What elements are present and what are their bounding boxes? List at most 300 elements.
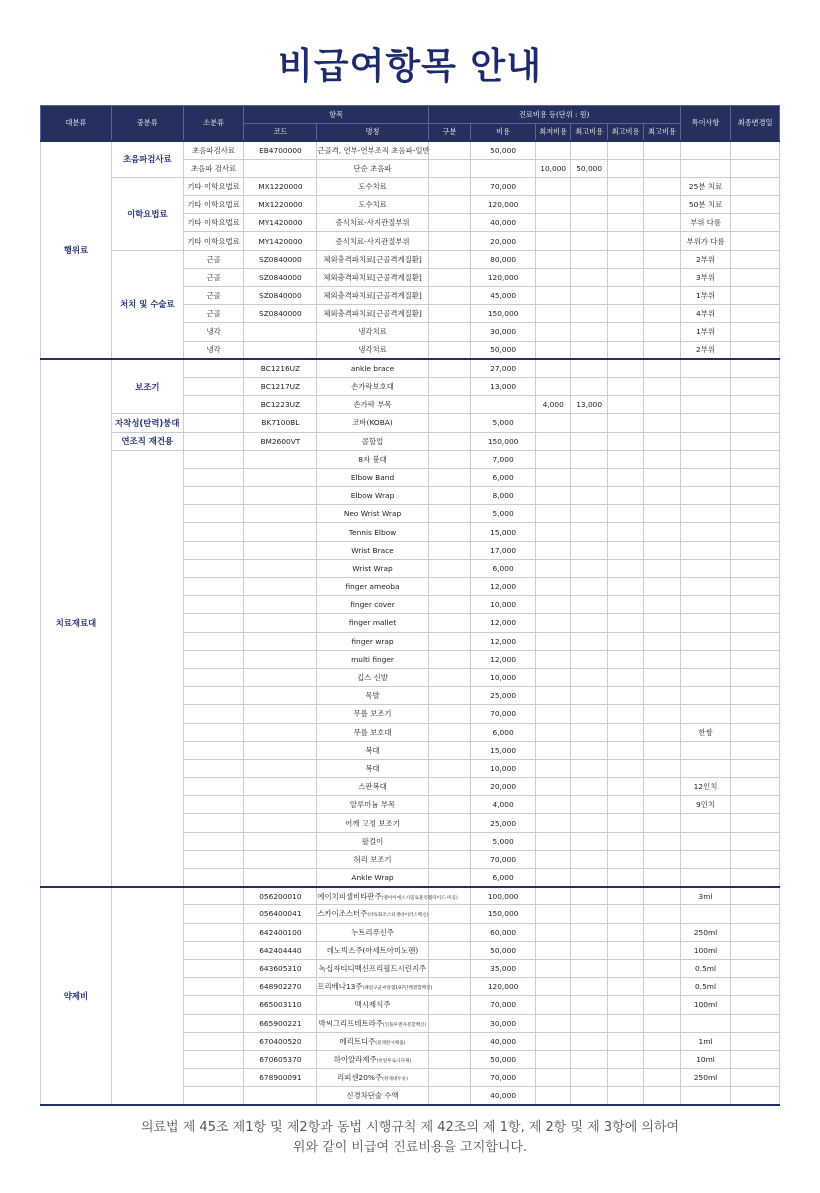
min-cost-cell [535, 268, 570, 286]
cost-cell: 27,000 [471, 359, 536, 377]
note-cell: 4부위 [680, 305, 731, 323]
table-row [41, 450, 780, 468]
cost-cell: 35,000 [471, 959, 536, 977]
cost-cell: 150,000 [471, 432, 536, 450]
max-cost-cell [571, 741, 607, 759]
name-text: 무릎 보조기 [353, 709, 392, 719]
code-cell: EB4700000 [244, 141, 317, 159]
max-cost-2-cell [607, 359, 643, 377]
code-cell [244, 523, 317, 541]
note-cell: 1ml [680, 1032, 731, 1050]
minor-cell [183, 632, 244, 650]
minor-cell [183, 814, 244, 832]
header-max-cost-3: 최고비용 [644, 124, 680, 142]
code-cell: BC1217UZ [244, 377, 317, 395]
max-cost-cell [571, 959, 607, 977]
name-text: 복대 [365, 745, 380, 755]
minor-cell [183, 1069, 244, 1087]
last-changed-cell [731, 377, 780, 395]
minor-cell: 초음파검사료 [183, 141, 244, 159]
name-cell [317, 869, 428, 887]
minor-cell: 기타 이학요법료 [183, 196, 244, 214]
max-cost-cell [571, 559, 607, 577]
division-cell [428, 723, 471, 741]
min-cost-cell [535, 559, 570, 577]
code-cell [244, 559, 317, 577]
min-cost-cell [535, 1032, 570, 1050]
note-cell: 100ml [680, 996, 731, 1014]
name-cell [317, 996, 428, 1014]
minor-cell [183, 996, 244, 1014]
subcategory-cell: 초음파검사료 [111, 141, 183, 177]
header-major: 대분류 [41, 106, 112, 142]
max-cost-3-cell [644, 468, 680, 486]
max-cost-cell [571, 614, 607, 632]
minor-cell [183, 432, 244, 450]
code-cell: SZ0840000 [244, 268, 317, 286]
name-cell [317, 705, 428, 723]
max-cost-cell [571, 905, 607, 923]
division-cell [428, 596, 471, 614]
code-cell: 670400520 [244, 1032, 317, 1050]
minor-cell [183, 959, 244, 977]
min-cost-cell: 10,000 [535, 159, 570, 177]
min-cost-cell [535, 468, 570, 486]
last-changed-cell [731, 141, 780, 159]
code-cell: SZ0840000 [244, 250, 317, 268]
code-cell [244, 759, 317, 777]
cost-cell: 6,000 [471, 559, 536, 577]
cost-cell: 10,000 [471, 759, 536, 777]
name-cell [317, 887, 458, 905]
cost-cell: 120,000 [471, 196, 536, 214]
min-cost-cell [535, 759, 570, 777]
minor-cell: 초음파 검사료 [183, 159, 244, 177]
max-cost-3-cell [644, 1050, 680, 1068]
max-cost-2-cell [607, 632, 643, 650]
minor-cell [183, 487, 244, 505]
header-cost-group: 진료비용 등(단위 : 원) [428, 106, 680, 124]
max-cost-cell [571, 323, 607, 341]
max-cost-3-cell [644, 778, 680, 796]
cost-cell: 70,000 [471, 177, 536, 195]
name-text: 어깨 고정 보조기 [345, 818, 400, 828]
note-cell [680, 450, 731, 468]
cost-cell: 12,000 [471, 578, 536, 596]
cost-cell: 120,000 [471, 978, 536, 996]
last-changed-cell [731, 359, 780, 377]
code-cell: 056400041 [244, 905, 317, 923]
max-cost-cell [571, 487, 607, 505]
minor-cell [183, 559, 244, 577]
name-text: Ankle Wrap [351, 872, 394, 882]
max-cost-3-cell [644, 923, 680, 941]
max-cost-3-cell [644, 1069, 680, 1087]
name-text: 에이치피셀비타판주 [317, 891, 382, 901]
cost-cell: 6,000 [471, 723, 536, 741]
min-cost-cell [535, 541, 570, 559]
min-cost-cell [535, 1050, 570, 1068]
division-cell [428, 305, 471, 323]
code-cell [244, 505, 317, 523]
last-changed-cell [731, 450, 780, 468]
max-cost-2-cell [607, 305, 643, 323]
note-cell [680, 541, 731, 559]
cost-cell: 60,000 [471, 923, 536, 941]
division-cell [428, 941, 471, 959]
note-cell: 3부위 [680, 268, 731, 286]
name-text: 체외충격파치료[근골격계질환] [323, 309, 422, 319]
cost-cell: 10,000 [471, 596, 536, 614]
max-cost-3-cell [644, 869, 680, 887]
max-cost-3-cell [644, 668, 680, 686]
code-cell: 665003110 [244, 996, 317, 1014]
min-cost-cell [535, 905, 570, 923]
header-mid: 중분류 [111, 106, 183, 142]
header-min-cost: 최저비용 [535, 124, 570, 142]
last-changed-cell [731, 850, 780, 868]
note-cell: 부위 다름 [680, 214, 731, 232]
max-cost-2-cell [607, 414, 643, 432]
min-cost-cell [535, 1014, 570, 1032]
minor-cell [183, 668, 244, 686]
max-cost-cell [571, 341, 607, 359]
name-text: 냉각치료 [358, 327, 387, 337]
code-cell: 642404440 [244, 941, 317, 959]
name-text: 신경차단술 수액 [346, 1091, 399, 1101]
last-changed-cell [731, 1087, 780, 1105]
name-cell [317, 959, 428, 977]
division-cell [428, 578, 471, 596]
division-cell [428, 614, 471, 632]
name-cell [317, 232, 428, 250]
name-cell [317, 250, 428, 268]
code-cell: MX1220000 [244, 196, 317, 214]
minor-cell [183, 687, 244, 705]
max-cost-2-cell [607, 978, 643, 996]
note-cell [680, 869, 731, 887]
code-cell [244, 668, 317, 686]
name-text: Wrist Brace [351, 545, 394, 555]
max-cost-2-cell [607, 341, 643, 359]
division-cell [428, 177, 471, 195]
min-cost-cell [535, 450, 570, 468]
name-cell [317, 1032, 428, 1050]
name-cell [317, 614, 428, 632]
max-cost-cell [571, 1014, 607, 1032]
min-cost-cell [535, 832, 570, 850]
max-cost-2-cell [607, 687, 643, 705]
legal-notice-line-1: 의료법 제 45조 제1항 및 제2항과 동법 시행규칙 제 42조의 제 1항, 제 2항 및 제 3항에 의하여 [140, 1120, 680, 1135]
header-code: 코드 [244, 124, 317, 142]
cost-cell [471, 396, 536, 414]
code-cell [244, 796, 317, 814]
min-cost-cell [535, 287, 570, 305]
note-cell: 3ml [680, 887, 731, 905]
max-cost-cell [571, 814, 607, 832]
name-text: finger wrap [351, 636, 394, 646]
note-cell: 0.5ml [680, 978, 731, 996]
minor-cell [183, 759, 244, 777]
name-text: 체외충격파치료[근골격계질환] [323, 272, 422, 282]
note-cell [680, 377, 731, 395]
division-cell [428, 759, 471, 777]
max-cost-cell [571, 141, 607, 159]
max-cost-3-cell [644, 578, 680, 596]
name-cell [317, 323, 428, 341]
last-changed-cell [731, 396, 780, 414]
name-cell [317, 832, 428, 850]
cost-cell: 40,000 [471, 214, 536, 232]
division-cell [428, 523, 471, 541]
name-cell [317, 632, 428, 650]
max-cost-2-cell [607, 505, 643, 523]
max-cost-cell [571, 250, 607, 268]
max-cost-3-cell [644, 305, 680, 323]
max-cost-2-cell [607, 159, 643, 177]
last-changed-cell [731, 341, 780, 359]
division-cell [428, 923, 471, 941]
note-cell: 1부위 [680, 287, 731, 305]
min-cost-cell [535, 996, 570, 1014]
cost-cell: 50,000 [471, 141, 536, 159]
min-cost-cell [535, 778, 570, 796]
division-cell [428, 450, 471, 468]
max-cost-cell [571, 759, 607, 777]
cost-cell: 50,000 [471, 1050, 536, 1068]
name-cell [317, 487, 428, 505]
name-cell [317, 177, 428, 195]
minor-cell [183, 850, 244, 868]
max-cost-cell [571, 850, 607, 868]
cost-cell: 40,000 [471, 1087, 536, 1105]
max-cost-3-cell [644, 814, 680, 832]
last-changed-cell [731, 632, 780, 650]
max-cost-2-cell [607, 541, 643, 559]
cost-cell: 80,000 [471, 250, 536, 268]
name-text: 도수치료 [358, 181, 387, 191]
last-changed-cell [731, 832, 780, 850]
minor-cell [183, 1014, 244, 1032]
name-text: finger ameoba [345, 582, 400, 592]
max-cost-cell [571, 668, 607, 686]
header-cost: 비용 [471, 124, 536, 142]
name-text: 냉각치료 [358, 345, 387, 355]
name-cell [317, 214, 428, 232]
max-cost-cell [571, 687, 607, 705]
cost-cell: 120,000 [471, 268, 536, 286]
last-changed-cell [731, 305, 780, 323]
cost-cell: 20,000 [471, 778, 536, 796]
minor-cell: 근골 [183, 287, 244, 305]
name-text: Wrist Wrap [352, 563, 393, 573]
code-cell [244, 596, 317, 614]
subcategory-cell: 연조직 재건용 [111, 432, 183, 450]
division-cell [428, 359, 471, 377]
max-cost-2-cell [607, 614, 643, 632]
min-cost-cell [535, 359, 570, 377]
max-cost-3-cell [644, 323, 680, 341]
division-cell [428, 959, 471, 977]
note-cell [680, 359, 731, 377]
max-cost-2-cell [607, 905, 643, 923]
division-cell [428, 487, 471, 505]
name-text: 팔걸이 [361, 836, 384, 846]
last-changed-cell [731, 905, 780, 923]
division-cell [428, 869, 471, 887]
name-cell [317, 196, 428, 214]
minor-cell: 근골 [183, 268, 244, 286]
name-cell [317, 1050, 428, 1068]
min-cost-cell: 4,000 [535, 396, 570, 414]
max-cost-cell [571, 1032, 607, 1050]
name-text: 코바(KOBA) [352, 418, 393, 428]
last-changed-cell [731, 869, 780, 887]
name-cell [317, 923, 428, 941]
note-cell [680, 596, 731, 614]
division-cell [428, 905, 471, 923]
name-text: 목발 [365, 691, 380, 701]
min-cost-cell [535, 1069, 570, 1087]
table-row [41, 177, 780, 195]
max-cost-cell [571, 505, 607, 523]
header-item: 항목 [244, 106, 428, 124]
cost-cell: 100,000 [471, 887, 536, 905]
note-cell [680, 487, 731, 505]
minor-cell [183, 377, 244, 395]
max-cost-2-cell [607, 1014, 643, 1032]
max-cost-3-cell [644, 832, 680, 850]
minor-cell: 기타 이학요법료 [183, 214, 244, 232]
name-text: 체외충격파치료[근골격계질환] [323, 254, 422, 264]
minor-cell [183, 778, 244, 796]
cost-cell: 40,000 [471, 1032, 536, 1050]
note-cell: 1부위 [680, 323, 731, 341]
max-cost-2-cell [607, 468, 643, 486]
max-cost-2-cell [607, 523, 643, 541]
name-cell [317, 287, 428, 305]
min-cost-cell [535, 305, 570, 323]
minor-cell [183, 741, 244, 759]
max-cost-cell [571, 177, 607, 195]
name-text: finger mallet [348, 618, 397, 628]
max-cost-2-cell [607, 287, 643, 305]
table-row [41, 414, 780, 432]
max-cost-2-cell [607, 887, 643, 905]
max-cost-3-cell [644, 723, 680, 741]
name-text: ankle brace [350, 364, 395, 374]
code-cell: 056200010 [244, 887, 317, 905]
note-cell: 9인치 [680, 796, 731, 814]
last-changed-cell [731, 941, 780, 959]
max-cost-3-cell [644, 159, 680, 177]
code-cell: 678900091 [244, 1069, 317, 1087]
min-cost-cell [535, 196, 570, 214]
last-changed-cell [731, 1050, 780, 1068]
division-cell [428, 796, 471, 814]
name-ingredient-text: (콜레칼시페롤) [375, 1040, 406, 1046]
name-cell [317, 723, 428, 741]
name-text: 프리베나13주 [317, 982, 363, 992]
name-text: 박씨그리프테트라주 [318, 1018, 383, 1028]
cost-cell: 10,000 [471, 668, 536, 686]
last-changed-cell [731, 432, 780, 450]
subcategory-cell [111, 887, 183, 1105]
name-text: 데노빅스주(아세트아미노펜) [326, 945, 419, 955]
max-cost-2-cell [607, 250, 643, 268]
code-cell [244, 741, 317, 759]
min-cost-cell [535, 341, 570, 359]
name-text: 체외충격파치료[근골격계질환] [323, 291, 422, 301]
code-cell [244, 832, 317, 850]
category-group [41, 359, 780, 886]
name-text: 허리 보조기 [353, 854, 392, 864]
name-ingredient-text: (정제대두유) [382, 1077, 408, 1083]
max-cost-3-cell [644, 214, 680, 232]
name-cell [317, 414, 428, 432]
note-cell [680, 578, 731, 596]
note-cell [680, 650, 731, 668]
name-text: multi finger [351, 654, 394, 664]
max-cost-2-cell [607, 214, 643, 232]
max-cost-cell [571, 996, 607, 1014]
division-cell [428, 232, 471, 250]
max-cost-3-cell [644, 632, 680, 650]
max-cost-2-cell [607, 668, 643, 686]
cost-cell: 25,000 [471, 687, 536, 705]
max-cost-3-cell [644, 359, 680, 377]
cost-cell: 25,000 [471, 814, 536, 832]
max-cost-3-cell [644, 941, 680, 959]
max-cost-cell [571, 214, 607, 232]
min-cost-cell [535, 232, 570, 250]
name-text: 8자 붕대 [358, 454, 387, 464]
last-changed-cell [731, 614, 780, 632]
max-cost-cell [571, 705, 607, 723]
max-cost-3-cell [644, 796, 680, 814]
name-text: Elbow Band [350, 472, 395, 482]
code-cell [244, 850, 317, 868]
code-cell [244, 632, 317, 650]
max-cost-2-cell [607, 850, 643, 868]
division-cell [428, 377, 471, 395]
note-cell [680, 559, 731, 577]
max-cost-3-cell [644, 614, 680, 632]
min-cost-cell [535, 687, 570, 705]
last-changed-cell [731, 214, 780, 232]
max-cost-3-cell [644, 396, 680, 414]
cost-cell [471, 159, 536, 177]
name-text: 증식치료-사지관절부위 [335, 218, 410, 228]
code-cell [244, 723, 317, 741]
name-cell [317, 687, 428, 705]
minor-cell [183, 1050, 244, 1068]
division-cell [428, 250, 471, 268]
note-cell: 한쌍 [680, 723, 731, 741]
category-group [41, 887, 780, 1105]
code-cell [244, 778, 317, 796]
cost-cell: 8,000 [471, 487, 536, 505]
name-cell [317, 541, 428, 559]
max-cost-2-cell [607, 432, 643, 450]
last-changed-cell [731, 596, 780, 614]
max-cost-3-cell [644, 887, 680, 905]
max-cost-3-cell [644, 505, 680, 523]
cost-cell: 12,000 [471, 632, 536, 650]
min-cost-cell [535, 632, 570, 650]
cost-cell: 4,000 [471, 796, 536, 814]
minor-cell: 냉각 [183, 323, 244, 341]
